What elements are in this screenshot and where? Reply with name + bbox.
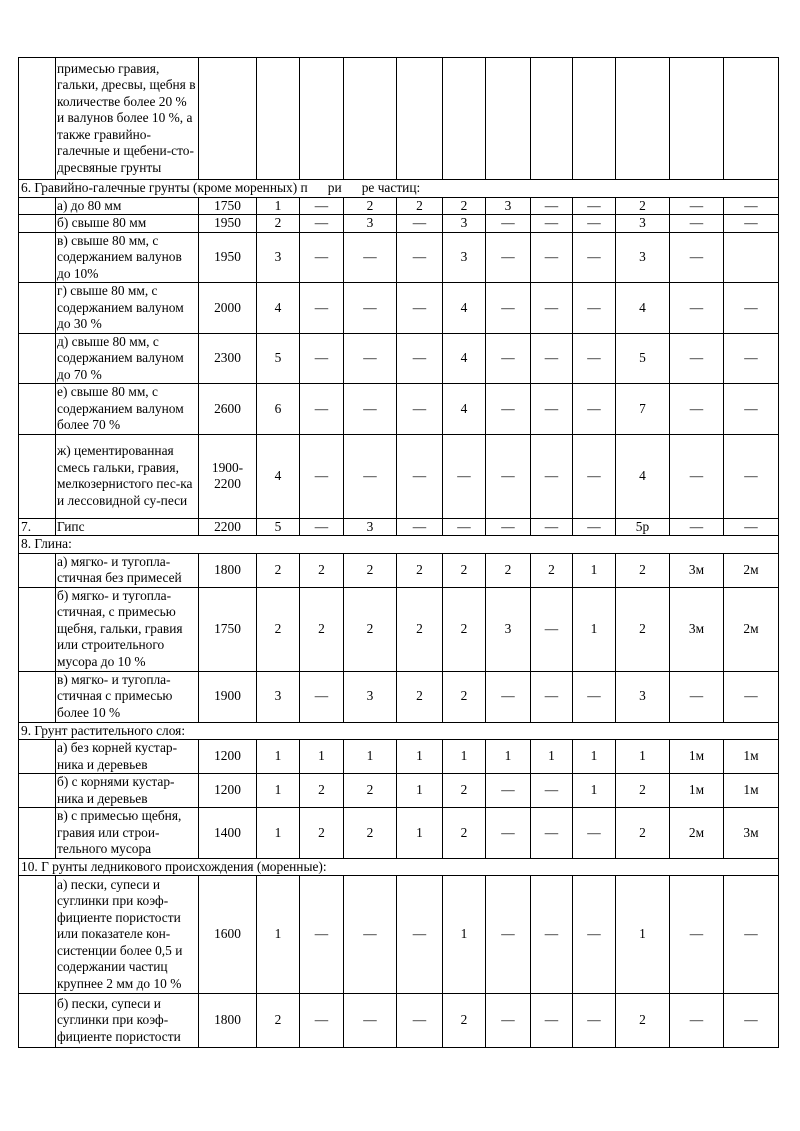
row-number [19, 215, 56, 233]
row-number [19, 671, 56, 722]
row-number [19, 333, 56, 384]
soil-description: б) свыше 80 мм [56, 215, 199, 233]
category-cell: 2 [531, 553, 573, 587]
table-row [19, 994, 779, 1048]
category-cell: 1 [573, 553, 616, 587]
category-cell: 2 [257, 553, 300, 587]
category-cell: — [443, 434, 486, 518]
category-cell: — [531, 994, 573, 1048]
soil-description: д) свыше 80 мм, с содержанием валуном до 70 % [56, 333, 199, 384]
category-cell: 4 [257, 283, 300, 334]
soil-description: г) свыше 80 мм, с содержанием валуном до 30 % [56, 283, 199, 334]
density-cell: 2600 [199, 384, 257, 435]
category-cell: 2 [443, 671, 486, 722]
category-cell: 1 [257, 740, 300, 774]
category-cell: 2 [616, 808, 670, 859]
category-cell: 1 [573, 587, 616, 671]
category-cell: — [724, 215, 779, 233]
category-cell: 1 [397, 740, 443, 774]
category-cell: — [573, 333, 616, 384]
section-heading: 10. Г рунты ледникового происхождения (моренные): [19, 858, 779, 876]
table-row [19, 553, 779, 587]
row-number [19, 876, 56, 994]
category-cell: 1 [300, 740, 344, 774]
category-cell: 1 [344, 740, 397, 774]
category-cell: — [724, 518, 779, 536]
category-cell: 2 [616, 994, 670, 1048]
category-cell: — [531, 587, 573, 671]
soil-description: примесью гравия, гальки, дресвы, щебня в количестве более 20 % и валунов более 10 %, а также гравийно-галечные и щебени-сто-дресвяные грунты [56, 58, 199, 180]
category-cell: — [443, 518, 486, 536]
table-row [19, 671, 779, 722]
category-cell: 3 [616, 671, 670, 722]
row-number [19, 740, 56, 774]
category-cell: 4 [443, 384, 486, 435]
category-cell: 4 [443, 333, 486, 384]
category-cell: — [724, 333, 779, 384]
category-cell: 5 [257, 333, 300, 384]
category-cell: 3м [670, 587, 724, 671]
row-number [19, 434, 56, 518]
soil-description: а) мягко- и тугопла-стичная без примесей [56, 553, 199, 587]
section-heading: 6. Гравийно-галечные грунты (кроме моренных) п ри ре частиц: [19, 180, 779, 198]
category-cell: 2 [344, 197, 397, 215]
category-cell: 2 [443, 587, 486, 671]
category-cell: — [573, 384, 616, 435]
section-row [19, 858, 779, 876]
category-cell: — [724, 384, 779, 435]
category-cell: — [531, 876, 573, 994]
category-cell: 2м [670, 808, 724, 859]
table-row [19, 283, 779, 334]
row-number [19, 197, 56, 215]
soil-description: б) с корнями кустар-ника и деревьев [56, 774, 199, 808]
category-cell: 1 [257, 876, 300, 994]
category-cell: 1 [573, 740, 616, 774]
category-cell: — [397, 876, 443, 994]
soil-classification-table [18, 57, 779, 1048]
empty-cell [397, 58, 443, 180]
category-cell: — [670, 197, 724, 215]
category-cell: 4 [616, 434, 670, 518]
category-cell: 2 [616, 197, 670, 215]
category-cell: — [670, 994, 724, 1048]
row-number [19, 808, 56, 859]
category-cell: 2 [443, 808, 486, 859]
category-cell: 2 [257, 215, 300, 233]
category-cell: — [397, 518, 443, 536]
density-cell: 1900 [199, 671, 257, 722]
category-cell: — [344, 994, 397, 1048]
category-cell: 1 [573, 774, 616, 808]
category-cell: — [670, 283, 724, 334]
category-cell: — [531, 384, 573, 435]
category-cell: — [724, 434, 779, 518]
category-cell: 3 [344, 671, 397, 722]
table-row [19, 740, 779, 774]
category-cell: 1 [616, 740, 670, 774]
category-cell: 2м [724, 553, 779, 587]
category-cell: 2 [616, 553, 670, 587]
row-number: 7. [19, 518, 56, 536]
category-cell: 2 [397, 197, 443, 215]
category-cell: — [724, 876, 779, 994]
density-cell: 2300 [199, 333, 257, 384]
density-cell: 1800 [199, 553, 257, 587]
category-cell: 2 [443, 197, 486, 215]
category-cell: 1 [486, 740, 531, 774]
category-cell: — [670, 333, 724, 384]
category-cell: 4 [257, 434, 300, 518]
category-cell: 3 [486, 197, 531, 215]
category-cell: — [670, 232, 724, 283]
section-row [19, 722, 779, 740]
empty-cell [199, 58, 257, 180]
row-number [19, 774, 56, 808]
empty-cell [724, 58, 779, 180]
category-cell: — [300, 671, 344, 722]
category-cell: 3м [670, 553, 724, 587]
category-cell: — [300, 876, 344, 994]
category-cell: — [724, 197, 779, 215]
soil-description: в) свыше 80 мм, с содержанием валунов до 10% [56, 232, 199, 283]
density-cell: 1200 [199, 774, 257, 808]
category-cell: 5 [257, 518, 300, 536]
category-cell: — [397, 333, 443, 384]
table-row [19, 384, 779, 435]
category-cell: — [531, 518, 573, 536]
table-row [19, 215, 779, 233]
density-cell: 1750 [199, 197, 257, 215]
category-cell: 2 [443, 994, 486, 1048]
category-cell [724, 232, 779, 283]
category-cell: — [486, 333, 531, 384]
category-cell: — [573, 876, 616, 994]
category-cell: 1 [257, 774, 300, 808]
soil-classification-table-page [18, 57, 778, 1048]
density-cell: 1900-2200 [199, 434, 257, 518]
category-cell: — [531, 671, 573, 722]
category-cell: — [724, 671, 779, 722]
category-cell: 4 [616, 283, 670, 334]
soil-description: Гипс [56, 518, 199, 536]
category-cell: 3 [443, 215, 486, 233]
category-cell: — [670, 215, 724, 233]
category-cell: 2 [616, 774, 670, 808]
category-cell: 2 [397, 587, 443, 671]
category-cell: — [344, 232, 397, 283]
category-cell: 2 [344, 587, 397, 671]
category-cell: — [300, 994, 344, 1048]
category-cell: 1 [616, 876, 670, 994]
section-heading: 8. Глина: [19, 536, 779, 554]
section-row [19, 536, 779, 554]
empty-cell [531, 58, 573, 180]
category-cell: 2 [443, 774, 486, 808]
empty-cell [257, 58, 300, 180]
category-cell: 2 [300, 587, 344, 671]
category-cell: — [670, 434, 724, 518]
table-row [19, 774, 779, 808]
category-cell: 1 [397, 774, 443, 808]
table-row [19, 518, 779, 536]
category-cell: 1 [397, 808, 443, 859]
density-cell: 1750 [199, 587, 257, 671]
category-cell: 3м [724, 808, 779, 859]
category-cell: 3 [443, 232, 486, 283]
category-cell: — [531, 434, 573, 518]
empty-cell [616, 58, 670, 180]
category-cell: — [531, 197, 573, 215]
category-cell: 2 [443, 553, 486, 587]
table-row [19, 232, 779, 283]
category-cell: — [531, 808, 573, 859]
category-cell: 1 [257, 197, 300, 215]
category-cell: 1 [443, 876, 486, 994]
category-cell: 2 [344, 774, 397, 808]
category-cell: — [300, 232, 344, 283]
category-cell: — [670, 518, 724, 536]
soil-description: ж) цементированная смесь гальки, гравия, мелкозернистого пес-ка и лессовидной су-песи [56, 434, 199, 518]
category-cell: — [300, 283, 344, 334]
category-cell: — [573, 215, 616, 233]
table-row [19, 434, 779, 518]
section-row [19, 180, 779, 198]
section-heading: 9. Грунт растительного слоя: [19, 722, 779, 740]
category-cell: 7 [616, 384, 670, 435]
category-cell: — [486, 283, 531, 334]
table-row [19, 587, 779, 671]
row-number [19, 553, 56, 587]
category-cell: 3 [616, 232, 670, 283]
table-row [19, 58, 779, 180]
row-number [19, 283, 56, 334]
density-cell: 1950 [199, 232, 257, 283]
category-cell: — [486, 232, 531, 283]
category-cell: — [344, 283, 397, 334]
category-cell: — [486, 384, 531, 435]
category-cell: 1м [724, 740, 779, 774]
category-cell: — [724, 283, 779, 334]
density-cell: 1200 [199, 740, 257, 774]
category-cell: — [486, 808, 531, 859]
category-cell: — [344, 333, 397, 384]
row-number [19, 58, 56, 180]
soil-description: а) пески, супеси и суглинки при коэф-фициенте пористости или показателе кон-систенции более 0,5 и содержании частиц крупнее 2 мм до 10 % [56, 876, 199, 994]
category-cell: — [486, 215, 531, 233]
category-cell: — [573, 808, 616, 859]
category-cell: 3 [486, 587, 531, 671]
soil-description: а) до 80 мм [56, 197, 199, 215]
table-row [19, 197, 779, 215]
soil-description: в) с примесью щебня, гравия или строи-тельного мусора [56, 808, 199, 859]
category-cell: — [397, 283, 443, 334]
category-cell: — [300, 215, 344, 233]
empty-cell [573, 58, 616, 180]
category-cell: 3 [344, 518, 397, 536]
category-cell: 2 [300, 808, 344, 859]
category-cell: — [486, 434, 531, 518]
category-cell: — [397, 434, 443, 518]
category-cell: — [486, 876, 531, 994]
category-cell: 2 [300, 774, 344, 808]
category-cell: 2 [616, 587, 670, 671]
category-cell: 1 [257, 808, 300, 859]
category-cell: — [670, 876, 724, 994]
row-number [19, 994, 56, 1048]
category-cell: 2 [257, 587, 300, 671]
category-cell: — [300, 434, 344, 518]
category-cell: — [531, 232, 573, 283]
empty-cell [486, 58, 531, 180]
category-cell: — [670, 384, 724, 435]
category-cell: 1м [724, 774, 779, 808]
empty-cell [344, 58, 397, 180]
category-cell: — [300, 384, 344, 435]
empty-cell [300, 58, 344, 180]
category-cell: 2 [344, 553, 397, 587]
category-cell: — [397, 215, 443, 233]
category-cell: 1м [670, 774, 724, 808]
category-cell: — [531, 333, 573, 384]
soil-description: в) мягко- и тугопла-стичная с примесью более 10 % [56, 671, 199, 722]
category-cell: — [486, 518, 531, 536]
category-cell: — [573, 434, 616, 518]
empty-cell [670, 58, 724, 180]
row-number [19, 587, 56, 671]
soil-description: б) мягко- и тугопла-стичная, с примесью щебня, гальки, гравия или строительного мусора до 10 % [56, 587, 199, 671]
category-cell: 2 [397, 553, 443, 587]
category-cell: — [573, 197, 616, 215]
density-cell: 2200 [199, 518, 257, 536]
category-cell: — [573, 994, 616, 1048]
table-row [19, 876, 779, 994]
category-cell: — [573, 671, 616, 722]
category-cell: — [486, 994, 531, 1048]
category-cell: — [486, 671, 531, 722]
category-cell: — [486, 774, 531, 808]
category-cell: 5 [616, 333, 670, 384]
density-cell: 2000 [199, 283, 257, 334]
category-cell: 2 [397, 671, 443, 722]
category-cell: — [300, 518, 344, 536]
category-cell: 6 [257, 384, 300, 435]
category-cell: — [531, 283, 573, 334]
category-cell: 4 [443, 283, 486, 334]
category-cell: 1м [670, 740, 724, 774]
table-row [19, 808, 779, 859]
category-cell: — [531, 774, 573, 808]
soil-description: е) свыше 80 мм, с содержанием валуном более 70 % [56, 384, 199, 435]
category-cell: — [573, 232, 616, 283]
category-cell: 2 [300, 553, 344, 587]
category-cell: 1 [443, 740, 486, 774]
category-cell: — [300, 333, 344, 384]
category-cell: 2 [257, 994, 300, 1048]
category-cell: 3 [257, 232, 300, 283]
soil-description: б) пески, супеси и суглинки при коэф-фициенте пористости [56, 994, 199, 1048]
category-cell: 1 [531, 740, 573, 774]
soil-description: а) без корней кустар-ника и деревьев [56, 740, 199, 774]
category-cell: 2 [486, 553, 531, 587]
category-cell: 5р [616, 518, 670, 536]
category-cell: — [397, 384, 443, 435]
category-cell: — [670, 671, 724, 722]
category-cell: — [344, 384, 397, 435]
category-cell: — [397, 232, 443, 283]
category-cell: 3 [344, 215, 397, 233]
category-cell: — [573, 283, 616, 334]
category-cell: 3 [616, 215, 670, 233]
density-cell: 1950 [199, 215, 257, 233]
row-number [19, 384, 56, 435]
empty-cell [443, 58, 486, 180]
density-cell: 1600 [199, 876, 257, 994]
category-cell: 3 [257, 671, 300, 722]
category-cell: — [531, 215, 573, 233]
category-cell: 2м [724, 587, 779, 671]
category-cell: — [724, 994, 779, 1048]
category-cell: 2 [344, 808, 397, 859]
density-cell: 1400 [199, 808, 257, 859]
category-cell: — [300, 197, 344, 215]
category-cell: — [344, 434, 397, 518]
table-row [19, 333, 779, 384]
category-cell: — [573, 518, 616, 536]
density-cell: 1800 [199, 994, 257, 1048]
row-number [19, 232, 56, 283]
category-cell: — [397, 994, 443, 1048]
category-cell: — [344, 876, 397, 994]
